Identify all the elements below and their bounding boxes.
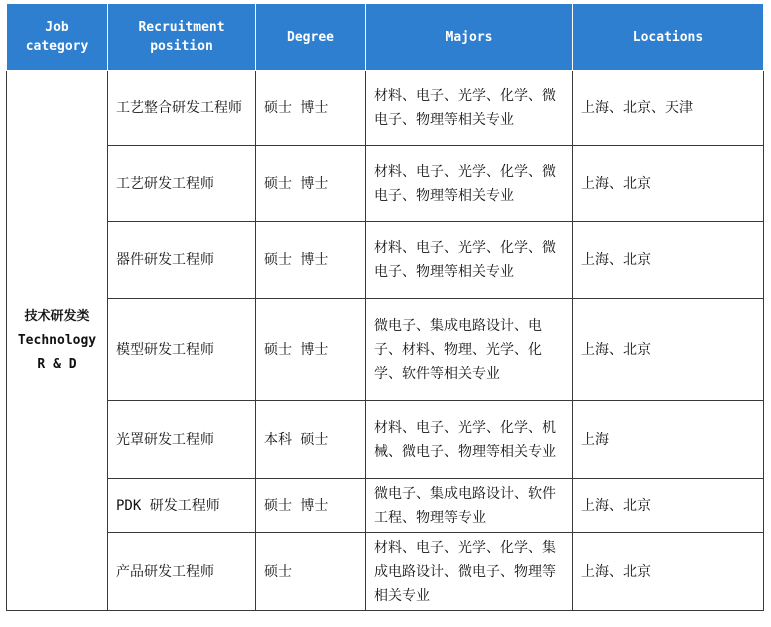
position-cell: 光罩研发工程师 bbox=[108, 401, 256, 479]
degree-cell: 硕士 博士 bbox=[256, 222, 366, 299]
category-name-zh: 技术研发类 bbox=[24, 308, 90, 324]
position-cell: 器件研发工程师 bbox=[108, 222, 256, 299]
header-majors: Majors bbox=[366, 4, 573, 71]
degree-cell: 硕士 博士 bbox=[256, 146, 366, 222]
degree-cell: 本科 硕士 bbox=[256, 401, 366, 479]
table-row bbox=[7, 401, 764, 479]
majors-cell: 材料、电子、光学、化学、微电子、物理等相关专业 bbox=[366, 71, 573, 146]
locations-cell: 上海、北京 bbox=[573, 533, 764, 611]
header-job-category: Job category bbox=[7, 4, 108, 71]
table-row bbox=[7, 146, 764, 222]
majors-cell: 材料、电子、光学、化学、集成电路设计、微电子、物理等相关专业 bbox=[366, 533, 573, 611]
position-cell: PDK 研发工程师 bbox=[108, 479, 256, 533]
locations-cell: 上海、北京 bbox=[573, 479, 764, 533]
degree-cell: 硕士 博士 bbox=[256, 71, 366, 146]
table-row bbox=[7, 479, 764, 533]
table-row bbox=[7, 222, 764, 299]
position-cell: 工艺整合研发工程师 bbox=[108, 71, 256, 146]
locations-cell: 上海 bbox=[573, 401, 764, 479]
category-name-en-2: R & D bbox=[37, 356, 77, 372]
header-degree: Degree bbox=[256, 4, 366, 71]
degree-cell: 硕士 博士 bbox=[256, 299, 366, 401]
locations-cell: 上海、北京 bbox=[573, 222, 764, 299]
majors-cell: 材料、电子、光学、化学、微电子、物理等相关专业 bbox=[366, 146, 573, 222]
locations-cell: 上海、北京、天津 bbox=[573, 71, 764, 146]
recruitment-table-container bbox=[6, 3, 764, 611]
majors-cell: 微电子、集成电路设计、软件工程、物理等专业 bbox=[366, 479, 573, 533]
majors-cell: 微电子、集成电路设计、电子、材料、物理、光学、化学、软件等相关专业 bbox=[366, 299, 573, 401]
locations-cell: 上海、北京 bbox=[573, 146, 764, 222]
table-row bbox=[7, 299, 764, 401]
position-cell: 工艺研发工程师 bbox=[108, 146, 256, 222]
job-category-cell bbox=[7, 71, 108, 611]
degree-cell: 硕士 bbox=[256, 533, 366, 611]
table-row bbox=[7, 533, 764, 611]
position-cell: 产品研发工程师 bbox=[108, 533, 256, 611]
majors-cell: 材料、电子、光学、化学、微电子、物理等相关专业 bbox=[366, 222, 573, 299]
majors-cell: 材料、电子、光学、化学、机械、微电子、物理等相关专业 bbox=[366, 401, 573, 479]
locations-cell: 上海、北京 bbox=[573, 299, 764, 401]
category-name-en-1: Technology bbox=[17, 332, 97, 348]
position-cell: 模型研发工程师 bbox=[108, 299, 256, 401]
header-recruitment-position: Recruitment position bbox=[108, 4, 256, 71]
header-row bbox=[7, 4, 764, 71]
header-locations: Locations bbox=[573, 4, 764, 71]
degree-cell: 硕士 博士 bbox=[256, 479, 366, 533]
recruitment-table bbox=[6, 3, 764, 611]
table-row bbox=[7, 71, 764, 146]
